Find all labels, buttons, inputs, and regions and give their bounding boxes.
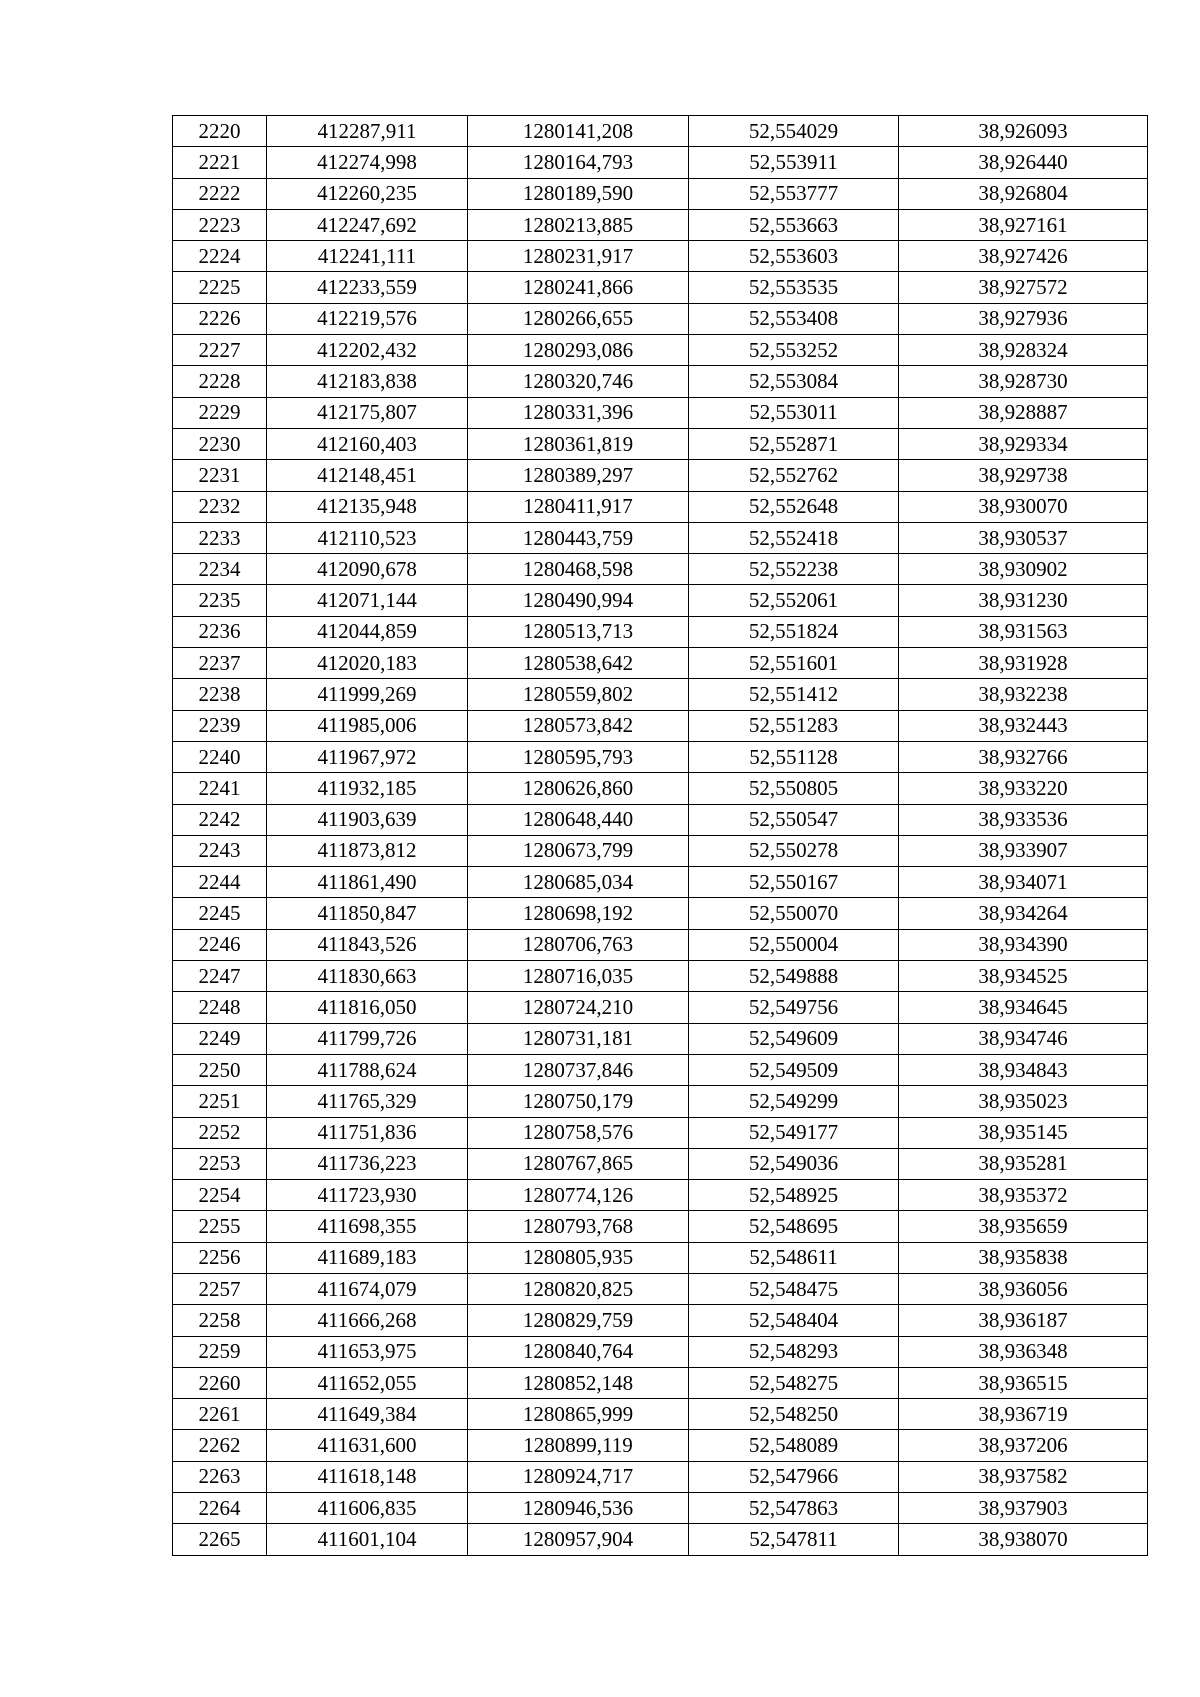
y-coordinate-cell: 1280331,396 bbox=[468, 397, 689, 428]
longitude-cell: 38,929334 bbox=[899, 428, 1148, 459]
x-coordinate-cell: 411830,663 bbox=[267, 961, 468, 992]
longitude-cell: 38,934264 bbox=[899, 898, 1148, 929]
x-coordinate-cell: 411723,930 bbox=[267, 1180, 468, 1211]
latitude-cell: 52,552418 bbox=[689, 522, 899, 553]
x-coordinate-cell: 411788,624 bbox=[267, 1054, 468, 1085]
x-coordinate-cell: 411861,490 bbox=[267, 867, 468, 898]
point-number-cell: 2224 bbox=[173, 241, 267, 272]
point-number-cell: 2222 bbox=[173, 178, 267, 209]
table-row bbox=[173, 303, 1148, 334]
x-coordinate-cell: 411601,104 bbox=[267, 1524, 468, 1555]
latitude-cell: 52,548611 bbox=[689, 1242, 899, 1273]
x-coordinate-cell: 412219,576 bbox=[267, 303, 468, 334]
latitude-cell: 52,547811 bbox=[689, 1524, 899, 1555]
table-row bbox=[173, 585, 1148, 616]
x-coordinate-cell: 412160,403 bbox=[267, 428, 468, 459]
y-coordinate-cell: 1280468,598 bbox=[468, 554, 689, 585]
point-number-cell: 2235 bbox=[173, 585, 267, 616]
y-coordinate-cell: 1280626,860 bbox=[468, 773, 689, 804]
table-row bbox=[173, 460, 1148, 491]
point-number-cell: 2226 bbox=[173, 303, 267, 334]
table-row bbox=[173, 554, 1148, 585]
latitude-cell: 52,550278 bbox=[689, 835, 899, 866]
longitude-cell: 38,937206 bbox=[899, 1430, 1148, 1461]
x-coordinate-cell: 412175,807 bbox=[267, 397, 468, 428]
latitude-cell: 52,548404 bbox=[689, 1305, 899, 1336]
longitude-cell: 38,932443 bbox=[899, 710, 1148, 741]
y-coordinate-cell: 1280513,713 bbox=[468, 616, 689, 647]
x-coordinate-cell: 411653,975 bbox=[267, 1336, 468, 1367]
table-row bbox=[173, 272, 1148, 303]
x-coordinate-cell: 411873,812 bbox=[267, 835, 468, 866]
longitude-cell: 38,935281 bbox=[899, 1148, 1148, 1179]
y-coordinate-cell: 1280293,086 bbox=[468, 335, 689, 366]
longitude-cell: 38,931928 bbox=[899, 648, 1148, 679]
latitude-cell: 52,550805 bbox=[689, 773, 899, 804]
y-coordinate-cell: 1280820,825 bbox=[468, 1273, 689, 1304]
point-number-cell: 2253 bbox=[173, 1148, 267, 1179]
longitude-cell: 38,934071 bbox=[899, 867, 1148, 898]
latitude-cell: 52,553011 bbox=[689, 397, 899, 428]
longitude-cell: 38,931563 bbox=[899, 616, 1148, 647]
longitude-cell: 38,936348 bbox=[899, 1336, 1148, 1367]
latitude-cell: 52,553408 bbox=[689, 303, 899, 334]
x-coordinate-cell: 412135,948 bbox=[267, 491, 468, 522]
y-coordinate-cell: 1280793,768 bbox=[468, 1211, 689, 1242]
table-row bbox=[173, 1242, 1148, 1273]
y-coordinate-cell: 1280673,799 bbox=[468, 835, 689, 866]
latitude-cell: 52,552871 bbox=[689, 428, 899, 459]
x-coordinate-cell: 411985,006 bbox=[267, 710, 468, 741]
table-row bbox=[173, 898, 1148, 929]
x-coordinate-cell: 412233,559 bbox=[267, 272, 468, 303]
point-number-cell: 2261 bbox=[173, 1399, 267, 1430]
coordinates-table-body bbox=[173, 116, 1148, 1556]
y-coordinate-cell: 1280750,179 bbox=[468, 1086, 689, 1117]
latitude-cell: 52,550004 bbox=[689, 929, 899, 960]
longitude-cell: 38,934525 bbox=[899, 961, 1148, 992]
point-number-cell: 2247 bbox=[173, 961, 267, 992]
longitude-cell: 38,927936 bbox=[899, 303, 1148, 334]
x-coordinate-cell: 411674,079 bbox=[267, 1273, 468, 1304]
point-number-cell: 2239 bbox=[173, 710, 267, 741]
latitude-cell: 52,549509 bbox=[689, 1054, 899, 1085]
latitude-cell: 52,553777 bbox=[689, 178, 899, 209]
longitude-cell: 38,928730 bbox=[899, 366, 1148, 397]
table-row bbox=[173, 961, 1148, 992]
point-number-cell: 2243 bbox=[173, 835, 267, 866]
x-coordinate-cell: 411666,268 bbox=[267, 1305, 468, 1336]
table-row bbox=[173, 773, 1148, 804]
latitude-cell: 52,549299 bbox=[689, 1086, 899, 1117]
x-coordinate-cell: 412247,692 bbox=[267, 209, 468, 240]
y-coordinate-cell: 1280865,999 bbox=[468, 1399, 689, 1430]
longitude-cell: 38,933220 bbox=[899, 773, 1148, 804]
x-coordinate-cell: 411999,269 bbox=[267, 679, 468, 710]
table-row bbox=[173, 1305, 1148, 1336]
x-coordinate-cell: 411903,639 bbox=[267, 804, 468, 835]
latitude-cell: 52,549036 bbox=[689, 1148, 899, 1179]
y-coordinate-cell: 1280698,192 bbox=[468, 898, 689, 929]
point-number-cell: 2234 bbox=[173, 554, 267, 585]
longitude-cell: 38,932766 bbox=[899, 741, 1148, 772]
table-row bbox=[173, 1430, 1148, 1461]
longitude-cell: 38,932238 bbox=[899, 679, 1148, 710]
latitude-cell: 52,553663 bbox=[689, 209, 899, 240]
table-row bbox=[173, 1524, 1148, 1555]
y-coordinate-cell: 1280595,793 bbox=[468, 741, 689, 772]
table-row bbox=[173, 1023, 1148, 1054]
longitude-cell: 38,933907 bbox=[899, 835, 1148, 866]
y-coordinate-cell: 1280490,994 bbox=[468, 585, 689, 616]
table-row bbox=[173, 616, 1148, 647]
y-coordinate-cell: 1280320,746 bbox=[468, 366, 689, 397]
longitude-cell: 38,936515 bbox=[899, 1367, 1148, 1398]
y-coordinate-cell: 1280685,034 bbox=[468, 867, 689, 898]
y-coordinate-cell: 1280706,763 bbox=[468, 929, 689, 960]
point-number-cell: 2221 bbox=[173, 147, 267, 178]
point-number-cell: 2248 bbox=[173, 992, 267, 1023]
point-number-cell: 2227 bbox=[173, 335, 267, 366]
point-number-cell: 2246 bbox=[173, 929, 267, 960]
point-number-cell: 2254 bbox=[173, 1180, 267, 1211]
point-number-cell: 2236 bbox=[173, 616, 267, 647]
table-row bbox=[173, 1273, 1148, 1304]
point-number-cell: 2220 bbox=[173, 116, 267, 147]
table-row bbox=[173, 1054, 1148, 1085]
latitude-cell: 52,548475 bbox=[689, 1273, 899, 1304]
longitude-cell: 38,929738 bbox=[899, 460, 1148, 491]
point-number-cell: 2258 bbox=[173, 1305, 267, 1336]
table-row bbox=[173, 1336, 1148, 1367]
latitude-cell: 52,547966 bbox=[689, 1461, 899, 1492]
latitude-cell: 52,549756 bbox=[689, 992, 899, 1023]
longitude-cell: 38,936719 bbox=[899, 1399, 1148, 1430]
x-coordinate-cell: 411765,329 bbox=[267, 1086, 468, 1117]
y-coordinate-cell: 1280213,885 bbox=[468, 209, 689, 240]
table-row bbox=[173, 804, 1148, 835]
longitude-cell: 38,935838 bbox=[899, 1242, 1148, 1273]
point-number-cell: 2229 bbox=[173, 397, 267, 428]
y-coordinate-cell: 1280266,655 bbox=[468, 303, 689, 334]
longitude-cell: 38,934645 bbox=[899, 992, 1148, 1023]
longitude-cell: 38,937903 bbox=[899, 1493, 1148, 1524]
table-row bbox=[173, 1148, 1148, 1179]
table-row bbox=[173, 522, 1148, 553]
x-coordinate-cell: 412274,998 bbox=[267, 147, 468, 178]
y-coordinate-cell: 1280829,759 bbox=[468, 1305, 689, 1336]
point-number-cell: 2255 bbox=[173, 1211, 267, 1242]
latitude-cell: 52,548275 bbox=[689, 1367, 899, 1398]
point-number-cell: 2265 bbox=[173, 1524, 267, 1555]
point-number-cell: 2264 bbox=[173, 1493, 267, 1524]
longitude-cell: 38,930537 bbox=[899, 522, 1148, 553]
x-coordinate-cell: 412110,523 bbox=[267, 522, 468, 553]
table-row bbox=[173, 710, 1148, 741]
x-coordinate-cell: 411606,835 bbox=[267, 1493, 468, 1524]
latitude-cell: 52,551824 bbox=[689, 616, 899, 647]
x-coordinate-cell: 412241,111 bbox=[267, 241, 468, 272]
latitude-cell: 52,551128 bbox=[689, 741, 899, 772]
table-row bbox=[173, 992, 1148, 1023]
longitude-cell: 38,930902 bbox=[899, 554, 1148, 585]
longitude-cell: 38,927572 bbox=[899, 272, 1148, 303]
longitude-cell: 38,927426 bbox=[899, 241, 1148, 272]
longitude-cell: 38,931230 bbox=[899, 585, 1148, 616]
x-coordinate-cell: 411618,148 bbox=[267, 1461, 468, 1492]
latitude-cell: 52,548293 bbox=[689, 1336, 899, 1367]
x-coordinate-cell: 412148,451 bbox=[267, 460, 468, 491]
table-row bbox=[173, 867, 1148, 898]
table-row bbox=[173, 491, 1148, 522]
x-coordinate-cell: 412202,432 bbox=[267, 335, 468, 366]
longitude-cell: 38,934390 bbox=[899, 929, 1148, 960]
y-coordinate-cell: 1280716,035 bbox=[468, 961, 689, 992]
y-coordinate-cell: 1280924,717 bbox=[468, 1461, 689, 1492]
longitude-cell: 38,927161 bbox=[899, 209, 1148, 240]
x-coordinate-cell: 411631,600 bbox=[267, 1430, 468, 1461]
point-number-cell: 2263 bbox=[173, 1461, 267, 1492]
x-coordinate-cell: 412044,859 bbox=[267, 616, 468, 647]
longitude-cell: 38,926804 bbox=[899, 178, 1148, 209]
x-coordinate-cell: 412260,235 bbox=[267, 178, 468, 209]
point-number-cell: 2240 bbox=[173, 741, 267, 772]
latitude-cell: 52,551601 bbox=[689, 648, 899, 679]
y-coordinate-cell: 1280805,935 bbox=[468, 1242, 689, 1273]
table-row bbox=[173, 209, 1148, 240]
latitude-cell: 52,553084 bbox=[689, 366, 899, 397]
latitude-cell: 52,552061 bbox=[689, 585, 899, 616]
y-coordinate-cell: 1280648,440 bbox=[468, 804, 689, 835]
latitude-cell: 52,551283 bbox=[689, 710, 899, 741]
x-coordinate-cell: 412020,183 bbox=[267, 648, 468, 679]
table-row bbox=[173, 397, 1148, 428]
x-coordinate-cell: 411816,050 bbox=[267, 992, 468, 1023]
latitude-cell: 52,553911 bbox=[689, 147, 899, 178]
table-row bbox=[173, 1493, 1148, 1524]
point-number-cell: 2257 bbox=[173, 1273, 267, 1304]
latitude-cell: 52,549888 bbox=[689, 961, 899, 992]
x-coordinate-cell: 412183,838 bbox=[267, 366, 468, 397]
table-row bbox=[173, 241, 1148, 272]
point-number-cell: 2252 bbox=[173, 1117, 267, 1148]
latitude-cell: 52,552762 bbox=[689, 460, 899, 491]
table-row bbox=[173, 929, 1148, 960]
point-number-cell: 2231 bbox=[173, 460, 267, 491]
latitude-cell: 52,548925 bbox=[689, 1180, 899, 1211]
x-coordinate-cell: 411649,384 bbox=[267, 1399, 468, 1430]
longitude-cell: 38,934843 bbox=[899, 1054, 1148, 1085]
point-number-cell: 2242 bbox=[173, 804, 267, 835]
table-row bbox=[173, 835, 1148, 866]
latitude-cell: 52,550070 bbox=[689, 898, 899, 929]
longitude-cell: 38,938070 bbox=[899, 1524, 1148, 1555]
x-coordinate-cell: 412071,144 bbox=[267, 585, 468, 616]
table-row bbox=[173, 366, 1148, 397]
y-coordinate-cell: 1280189,590 bbox=[468, 178, 689, 209]
latitude-cell: 52,554029 bbox=[689, 116, 899, 147]
point-number-cell: 2256 bbox=[173, 1242, 267, 1273]
y-coordinate-cell: 1280758,576 bbox=[468, 1117, 689, 1148]
point-number-cell: 2225 bbox=[173, 272, 267, 303]
y-coordinate-cell: 1280840,764 bbox=[468, 1336, 689, 1367]
y-coordinate-cell: 1280411,917 bbox=[468, 491, 689, 522]
x-coordinate-cell: 412287,911 bbox=[267, 116, 468, 147]
point-number-cell: 2232 bbox=[173, 491, 267, 522]
point-number-cell: 2230 bbox=[173, 428, 267, 459]
x-coordinate-cell: 411799,726 bbox=[267, 1023, 468, 1054]
longitude-cell: 38,926093 bbox=[899, 116, 1148, 147]
y-coordinate-cell: 1280724,210 bbox=[468, 992, 689, 1023]
latitude-cell: 52,552238 bbox=[689, 554, 899, 585]
x-coordinate-cell: 411689,183 bbox=[267, 1242, 468, 1273]
table-row bbox=[173, 178, 1148, 209]
point-number-cell: 2233 bbox=[173, 522, 267, 553]
y-coordinate-cell: 1280361,819 bbox=[468, 428, 689, 459]
latitude-cell: 52,553252 bbox=[689, 335, 899, 366]
latitude-cell: 52,548250 bbox=[689, 1399, 899, 1430]
y-coordinate-cell: 1280731,181 bbox=[468, 1023, 689, 1054]
y-coordinate-cell: 1280231,917 bbox=[468, 241, 689, 272]
longitude-cell: 38,936056 bbox=[899, 1273, 1148, 1304]
latitude-cell: 52,549609 bbox=[689, 1023, 899, 1054]
y-coordinate-cell: 1280443,759 bbox=[468, 522, 689, 553]
x-coordinate-cell: 411736,223 bbox=[267, 1148, 468, 1179]
latitude-cell: 52,550167 bbox=[689, 867, 899, 898]
table-row bbox=[173, 1461, 1148, 1492]
point-number-cell: 2260 bbox=[173, 1367, 267, 1398]
point-number-cell: 2223 bbox=[173, 209, 267, 240]
y-coordinate-cell: 1280852,148 bbox=[468, 1367, 689, 1398]
longitude-cell: 38,933536 bbox=[899, 804, 1148, 835]
point-number-cell: 2250 bbox=[173, 1054, 267, 1085]
longitude-cell: 38,930070 bbox=[899, 491, 1148, 522]
y-coordinate-cell: 1280899,119 bbox=[468, 1430, 689, 1461]
table-row bbox=[173, 1180, 1148, 1211]
point-number-cell: 2237 bbox=[173, 648, 267, 679]
point-number-cell: 2251 bbox=[173, 1086, 267, 1117]
coordinates-table bbox=[172, 115, 1148, 1556]
y-coordinate-cell: 1280538,642 bbox=[468, 648, 689, 679]
x-coordinate-cell: 411850,847 bbox=[267, 898, 468, 929]
y-coordinate-cell: 1280946,536 bbox=[468, 1493, 689, 1524]
latitude-cell: 52,548089 bbox=[689, 1430, 899, 1461]
point-number-cell: 2238 bbox=[173, 679, 267, 710]
x-coordinate-cell: 411843,526 bbox=[267, 929, 468, 960]
point-number-cell: 2249 bbox=[173, 1023, 267, 1054]
longitude-cell: 38,934746 bbox=[899, 1023, 1148, 1054]
y-coordinate-cell: 1280164,793 bbox=[468, 147, 689, 178]
point-number-cell: 2262 bbox=[173, 1430, 267, 1461]
table-row bbox=[173, 679, 1148, 710]
table-row bbox=[173, 1086, 1148, 1117]
y-coordinate-cell: 1280141,208 bbox=[468, 116, 689, 147]
table-row bbox=[173, 335, 1148, 366]
longitude-cell: 38,935372 bbox=[899, 1180, 1148, 1211]
longitude-cell: 38,935659 bbox=[899, 1211, 1148, 1242]
table-row bbox=[173, 1399, 1148, 1430]
longitude-cell: 38,937582 bbox=[899, 1461, 1148, 1492]
table-row bbox=[173, 147, 1148, 178]
x-coordinate-cell: 412090,678 bbox=[267, 554, 468, 585]
latitude-cell: 52,547863 bbox=[689, 1493, 899, 1524]
latitude-cell: 52,548695 bbox=[689, 1211, 899, 1242]
table-row bbox=[173, 741, 1148, 772]
x-coordinate-cell: 411751,836 bbox=[267, 1117, 468, 1148]
table-row bbox=[173, 648, 1148, 679]
longitude-cell: 38,935145 bbox=[899, 1117, 1148, 1148]
longitude-cell: 38,926440 bbox=[899, 147, 1148, 178]
y-coordinate-cell: 1280957,904 bbox=[468, 1524, 689, 1555]
y-coordinate-cell: 1280241,866 bbox=[468, 272, 689, 303]
y-coordinate-cell: 1280774,126 bbox=[468, 1180, 689, 1211]
point-number-cell: 2245 bbox=[173, 898, 267, 929]
latitude-cell: 52,553535 bbox=[689, 272, 899, 303]
latitude-cell: 52,552648 bbox=[689, 491, 899, 522]
point-number-cell: 2259 bbox=[173, 1336, 267, 1367]
y-coordinate-cell: 1280573,842 bbox=[468, 710, 689, 741]
longitude-cell: 38,928324 bbox=[899, 335, 1148, 366]
y-coordinate-cell: 1280767,865 bbox=[468, 1148, 689, 1179]
latitude-cell: 52,549177 bbox=[689, 1117, 899, 1148]
x-coordinate-cell: 411967,972 bbox=[267, 741, 468, 772]
longitude-cell: 38,935023 bbox=[899, 1086, 1148, 1117]
latitude-cell: 52,550547 bbox=[689, 804, 899, 835]
x-coordinate-cell: 411698,355 bbox=[267, 1211, 468, 1242]
longitude-cell: 38,928887 bbox=[899, 397, 1148, 428]
latitude-cell: 52,551412 bbox=[689, 679, 899, 710]
table-row bbox=[173, 1211, 1148, 1242]
longitude-cell: 38,936187 bbox=[899, 1305, 1148, 1336]
y-coordinate-cell: 1280389,297 bbox=[468, 460, 689, 491]
x-coordinate-cell: 411652,055 bbox=[267, 1367, 468, 1398]
point-number-cell: 2241 bbox=[173, 773, 267, 804]
y-coordinate-cell: 1280737,846 bbox=[468, 1054, 689, 1085]
table-row bbox=[173, 1367, 1148, 1398]
point-number-cell: 2244 bbox=[173, 867, 267, 898]
table-row bbox=[173, 428, 1148, 459]
point-number-cell: 2228 bbox=[173, 366, 267, 397]
latitude-cell: 52,553603 bbox=[689, 241, 899, 272]
table-row bbox=[173, 116, 1148, 147]
y-coordinate-cell: 1280559,802 bbox=[468, 679, 689, 710]
table-row bbox=[173, 1117, 1148, 1148]
x-coordinate-cell: 411932,185 bbox=[267, 773, 468, 804]
